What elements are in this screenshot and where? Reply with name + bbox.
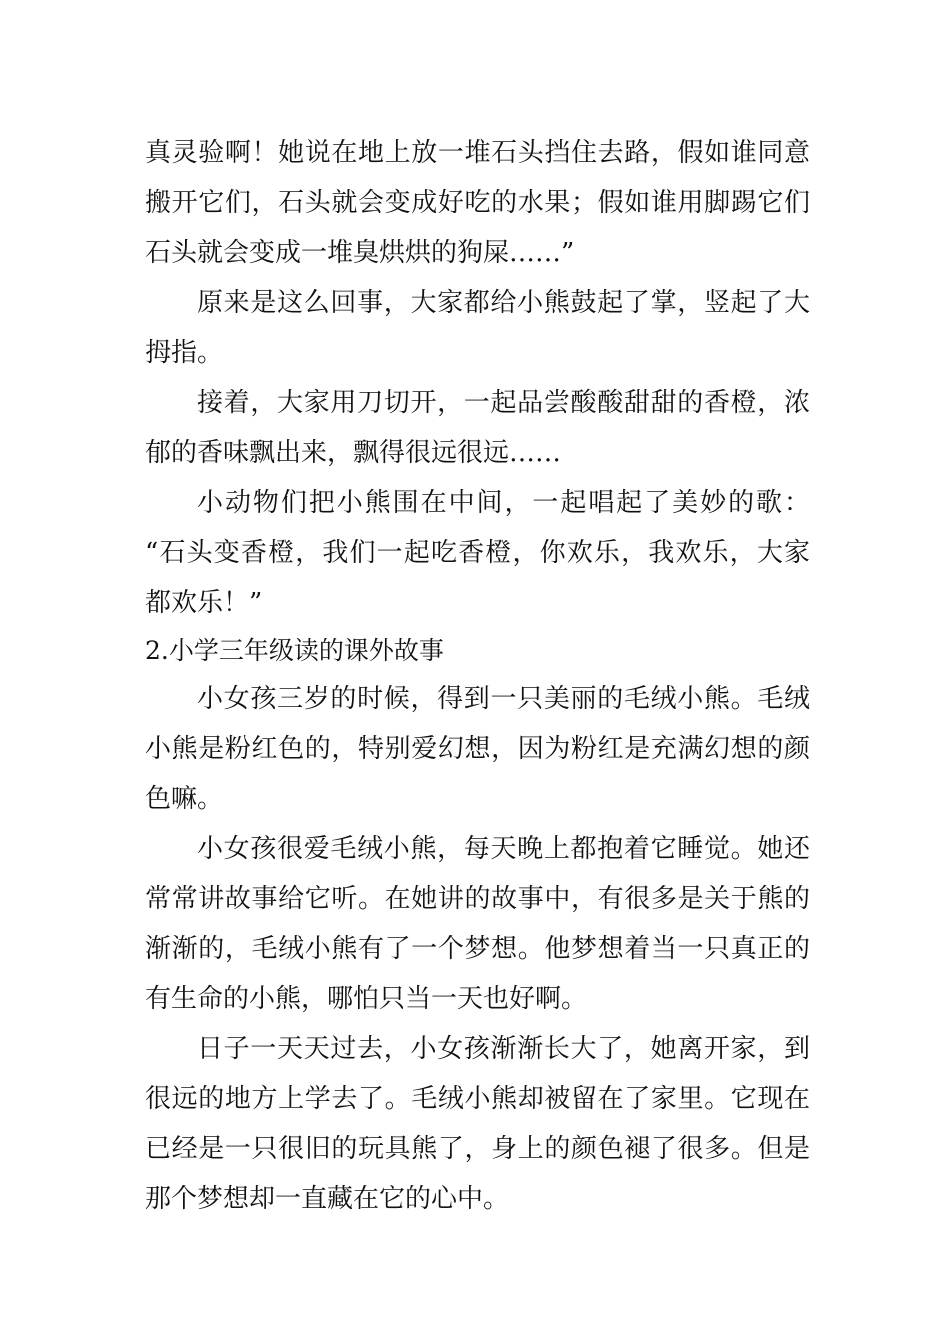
text-line: 常常讲故事给它听。在她讲的故事中，有很多是关于熊的 xyxy=(145,884,810,914)
text-line: 原来是这么回事，大家都给小熊鼓起了掌，竖起了大 xyxy=(197,288,810,318)
section-heading xyxy=(145,628,810,674)
text-line: 那个梦想却一直藏在它的心中。 xyxy=(145,1184,510,1214)
text-line: 真灵验啊！她说在地上放一堆石头挡住去路，假如谁同意 xyxy=(145,138,810,168)
paragraph-continued xyxy=(145,128,810,278)
paragraph xyxy=(145,824,810,1024)
text-line: 小动物们把小熊围在中间，一起唱起了美妙的歌： xyxy=(197,488,810,518)
text-line: 小女孩很爱毛绒小熊，每天晚上都抱着它睡觉。她还 xyxy=(197,834,810,864)
heading-text: 2.小学三年级读的课外故事 xyxy=(145,636,444,665)
text-line: “石头变香橙，我们一起吃香橙，你欢乐，我欢乐，大家 xyxy=(145,538,810,568)
text-line: 色嘛。 xyxy=(145,784,224,814)
text-line: 很远的地方上学去了。毛绒小熊却被留在了家里。它现在 xyxy=(145,1084,810,1114)
paragraph xyxy=(145,478,810,628)
text-line: 搬开它们，石头就会变成好吃的水果；假如谁用脚踢它们 xyxy=(145,188,810,218)
text-line: 小熊是粉红色的，特别爱幻想，因为粉红是充满幻想的颜 xyxy=(145,734,810,764)
text-line: 日子一天天过去，小女孩渐渐长大了，她离开家，到 xyxy=(197,1034,810,1064)
document-body xyxy=(145,128,810,1224)
text-line: 郁的香味飘出来，飘得很远很远…… xyxy=(145,438,562,468)
paragraph xyxy=(145,674,810,824)
text-line: 小女孩三岁的时候，得到一只美丽的毛绒小熊。毛绒 xyxy=(197,684,810,714)
paragraph xyxy=(145,378,810,478)
text-line: 都欢乐！” xyxy=(145,588,263,618)
text-line: 接着，大家用刀切开，一起品尝酸酸甜甜的香橙，浓 xyxy=(197,388,810,418)
text-line: 已经是一只很旧的玩具熊了，身上的颜色褪了很多。但是 xyxy=(145,1134,810,1164)
paragraph xyxy=(145,278,810,378)
text-line: 有生命的小熊，哪怕只当一天也好啊。 xyxy=(145,984,588,1014)
text-line: 渐渐的，毛绒小熊有了一个梦想。他梦想着当一只真正的 xyxy=(145,934,810,964)
text-line: 拇指。 xyxy=(145,338,224,368)
paragraph xyxy=(145,1024,810,1224)
text-line: 石头就会变成一堆臭烘烘的狗屎……” xyxy=(145,238,575,268)
